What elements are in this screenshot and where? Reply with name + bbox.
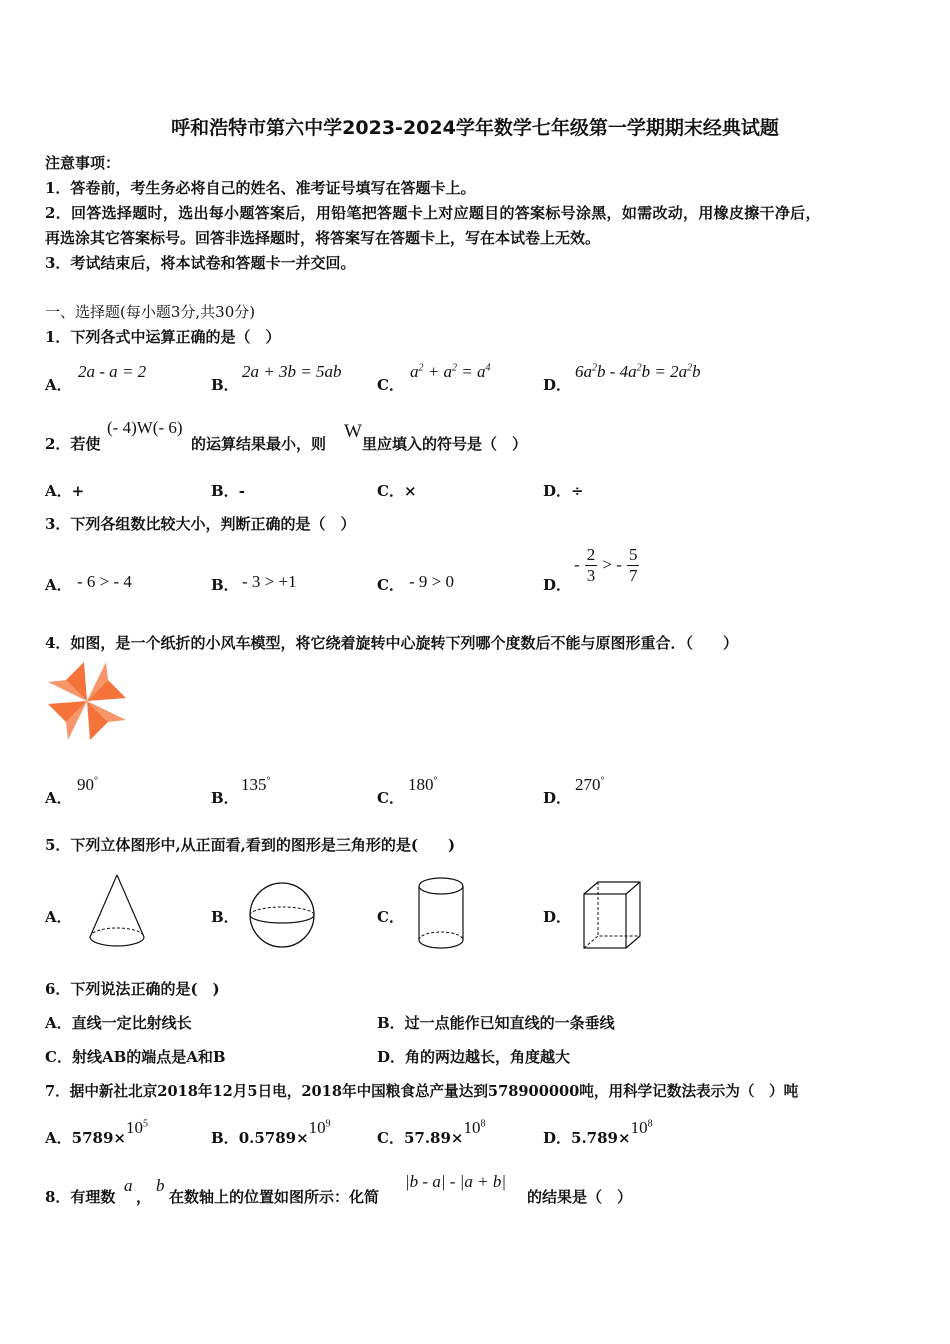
q7-stem: 7．据中新社北京2018年12月5日电，2018年中国粮食总产量达到578900000吨，用科学记数法表示为（ ）吨 (45, 1083, 799, 1100)
q2-option-d: D．÷ (543, 482, 584, 500)
q3-option-label: A． (45, 576, 72, 594)
q2-expression: (- 4)W(- 6) (107, 418, 183, 437)
q3-option-label: D． (543, 576, 572, 594)
q5-option-label: A． (45, 908, 72, 926)
q6-option-c: C．射线AB的端点是A和B (45, 1048, 226, 1066)
pinwheel-figure (44, 658, 130, 744)
q5-option-label: C． (377, 908, 404, 926)
notice-item: 1．答卷前，考生务必将自己的姓名、准考证号填写在答题卡上。 (45, 179, 476, 197)
q3-option-d: - $\frac{2}{3}$ > - $\frac{5}{7}$ (574, 545, 638, 585)
cylinder-figure (415, 874, 467, 954)
q2-stem-pre: 2．若使 (45, 435, 101, 453)
q7-option-b: B．$0.5789\times 10^9$ (211, 1118, 331, 1147)
q6-option-d: D．角的两边越长，角度越大 (377, 1048, 571, 1066)
sphere-figure (247, 880, 317, 950)
q4-option-label: B． (211, 789, 239, 807)
cuboid-figure (580, 878, 644, 952)
q8-var-a: a (124, 1176, 133, 1195)
q4-option-b: 135° (241, 775, 271, 794)
q7-option-c: C．$57.89\times 10^8$ (377, 1118, 486, 1147)
cone-figure (86, 872, 148, 952)
q1-option-label: B． (211, 376, 239, 394)
q8-expression: |b - a| - |a + b| (405, 1172, 506, 1191)
q2-option-c: C．× (377, 482, 417, 500)
section-heading: 一、选择题(每小题3分,共30分) (45, 303, 256, 321)
q4-option-c: 180° (408, 775, 438, 794)
q4-option-label: D． (543, 789, 572, 807)
q3-option-label: B． (211, 576, 239, 594)
q1-option-a: 2a - a = 2 (78, 362, 147, 381)
q1-option-label: A． (45, 376, 72, 394)
q8-stem-pre: 8．有理数 (45, 1188, 116, 1206)
q2-stem-post: 里应填入的符号是（ ） (362, 435, 528, 453)
q4-option-d: 270° (575, 775, 605, 794)
notice-item: 3．考试结束后，将本试卷和答题卡一并交回。 (45, 254, 356, 272)
q2-option-a: A．+ (45, 482, 85, 500)
notice-item: 再选涂其它答案标号。回答非选择题时，将答案写在答题卡上，写在本试卷上无效。 (45, 229, 601, 247)
q4-option-label: A． (45, 789, 72, 807)
q3-option-label: C． (377, 576, 404, 594)
pinwheel-blades (48, 662, 126, 740)
q3-option-a: - 6 > - 4 (77, 572, 132, 591)
q1-stem: 1．下列各式中运算正确的是（ ） (45, 328, 281, 346)
q2-option-b: B．- (211, 482, 245, 500)
q8-var-b: b (156, 1176, 165, 1195)
q3-option-c: - 9 > 0 (409, 572, 454, 591)
q1-option-label: C． (377, 376, 404, 394)
q8-comma: ， (136, 1188, 152, 1206)
q1-option-c: $a^2 + a^2 = a^4$ (410, 362, 491, 381)
page-title: 呼和浩特市第六中学2023-2024学年数学七年级第一学期期末经典试题 (171, 117, 779, 139)
q7-option-a: A．$5789\times 10^5$ (45, 1118, 148, 1147)
q6-option-a: A．直线一定比射线长 (45, 1014, 192, 1032)
q2-stem-mid: 的运算结果最小，则 (191, 435, 327, 453)
q4-stem: 4．如图，是一个纸折的小风车模型，将它绕着旋转中心旋转下列哪个度数后不能与原图形重合．（ ） (45, 634, 738, 652)
q8-stem-mid: 在数轴上的位置如图所示：化简 (169, 1188, 380, 1206)
q4-option-label: C． (377, 789, 404, 807)
q6-stem: 6．下列说法正确的是( ) (45, 980, 220, 998)
q7-option-d: D．$5.789\times 10^8$ (543, 1118, 653, 1147)
q5-option-label: D． (543, 908, 572, 926)
notice-heading: 注意事项： (45, 154, 121, 172)
q2-w-symbol: W (344, 421, 362, 442)
q4-option-a: 90° (77, 775, 98, 794)
q5-option-label: B． (211, 908, 239, 926)
q1-option-d: $6a^2b - 4a^2b = 2a^2b$ (575, 362, 701, 381)
q1-option-label: D． (543, 376, 572, 394)
notice-item: 2．回答选择题时，选出每小题答案后，用铅笔把答题卡上对应题目的答案标号涂黑，如需改动，用橡皮擦干净后， (45, 204, 821, 222)
q6-option-b: B．过一点能作已知直线的一条垂线 (377, 1014, 615, 1032)
q3-stem: 3．下列各组数比较大小，判断正确的是（ ） (45, 515, 356, 533)
q8-stem-post: 的结果是（ ） (527, 1188, 633, 1206)
q5-stem: 5．下列立体图形中,从正面看,看到的图形是三角形的是( ) (45, 836, 456, 854)
q3-option-b: - 3 > +1 (242, 572, 297, 591)
q1-option-b: 2a + 3b = 5ab (242, 362, 342, 381)
